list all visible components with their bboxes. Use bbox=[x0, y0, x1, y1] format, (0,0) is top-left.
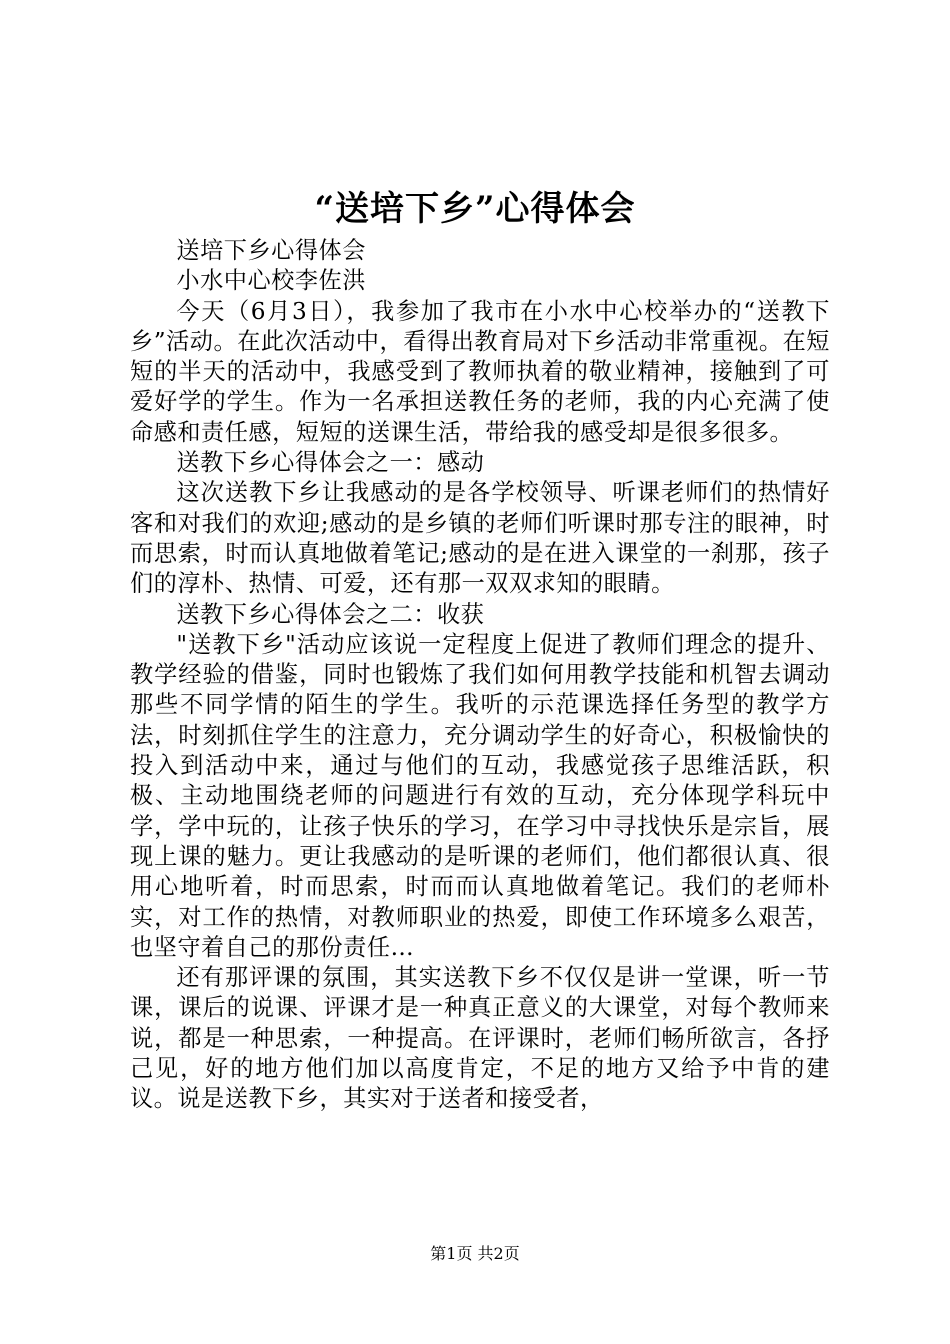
paragraph-moved: 这次送教下乡让我感动的是各学校领导、听课老师们的热情好客和对我们的欢迎;感动的是乡镇的老师们听课时那专注的眼神，时而思索，时而认真地做着笔记;感动的是在进入课堂的一刹那，孩子们的淳朴、热情、可爱，还有那一双双求知的眼睛。 bbox=[130, 479, 830, 598]
document-title: “送培下乡”心得体会 bbox=[314, 189, 636, 229]
section-heading-moved: 送教下乡心得体会之一：感动 bbox=[176, 449, 485, 477]
section-heading-gains: 送教下乡心得体会之二：收获 bbox=[176, 600, 485, 628]
page-footer: 第1页 共2页 bbox=[430, 1244, 520, 1263]
document-body bbox=[130, 236, 830, 1115]
paragraph-subtitle: 送培下乡心得体会 bbox=[176, 237, 366, 264]
paragraph-evaluation: 还有那评课的氛围，其实送教下乡不仅仅是讲一堂课，听一节课，课后的说课、评课才是一种真正意义的大课堂，对每个教师来说，都是一种思索，一种提高。在评课时，老师们畅所欲言，各抒己见，好的地方他们加以高度肯定，不足的地方又给予中肯的建议。说是送教下乡，其实对于送者和接受者， bbox=[130, 964, 830, 1113]
paragraph-gains: "送教下乡"活动应该说一定程度上促进了教师们理念的提升、教学经验的借鉴，同时也锻炼了我们如何用教学技能和机智去调动那些不同学情的陌生的学生。我听的示范课选择任务型的教学方法，时刻抓住学生的注意力，充分调动学生的好奇心，积极愉快的投入到活动中来，通过与他们的互动，我感觉孩子思维活跃，积极、主动地围绕老师的问题进行有效的互动，充分体现学科玩中学，学中玩的，让孩子快乐的学习，在学习中寻找快乐是宗旨，展现上课的魅力。更让我感动的是听课的老师们，他们都很认真、很用心地听着，时而思索，时而而认真地做着笔记。我们的老师朴实，对工作的热情，对教师职业的热爱，即使工作环境多么艰苦，也坚守着自己的那份责任… bbox=[130, 630, 830, 961]
paragraph-author: 小水中心校李佐洪 bbox=[176, 267, 366, 295]
paragraph-intro: 今天（6月3日），我参加了我市在小水中心校举办的“送教下乡”活动。在此次活动中，看得出教育局对下乡活动非常重视。在短短的半天的活动中，我感受到了教师执着的敬业精神，接触到了可爱好学的学生。作为一名承担送教任务的老师，我的内心充满了使命感和责任感，短短的送课生活，带给我的感受却是很多很多。 bbox=[130, 297, 830, 446]
